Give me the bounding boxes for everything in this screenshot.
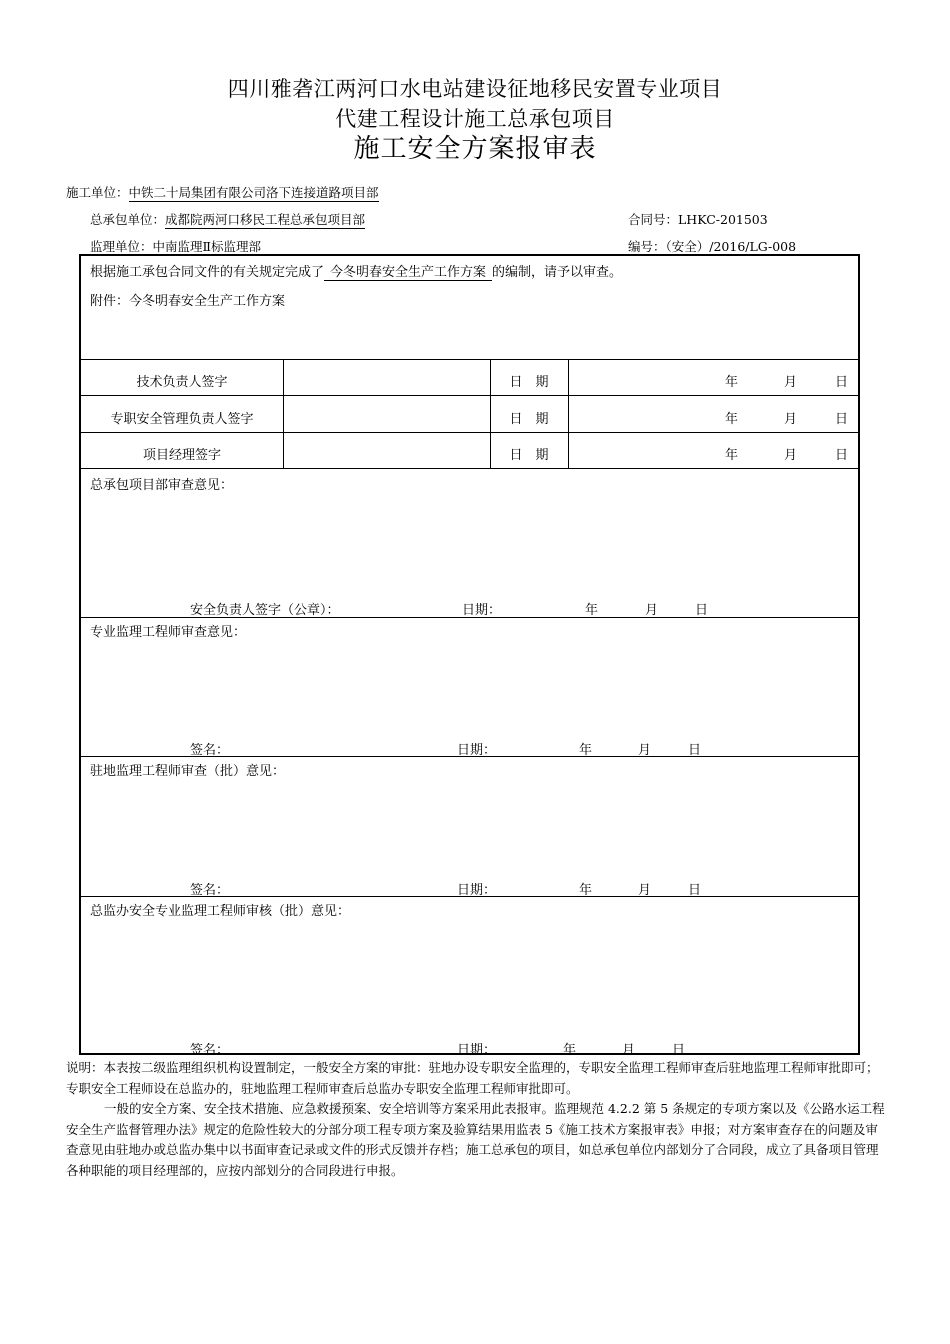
year-label: 年 [725,448,739,463]
month-label: 月 [645,603,659,618]
section-sign-label: 签名： [190,1043,230,1058]
note-paragraph-2: 一般的安全方案、安全技术措施、应急救援预案、安全培训等方案采用此表报审。监理规范 4.2.2 第 5 条规定的专项方案以及《公路水运工程安全生产监督管理办法》规定的危险性较大的分部分项工程专项方案及验算结果用监表 5《施工技术方案报审表》申报；对方案审查存在的问题及审查意见由驻地办或总监办集中以书面审查记录或文件的形式反馈并存档；施工总承包的项目，如总承包单位内部划分了合同段，成立了具备项目管理各种职能的项目经理部的，应按内部划分的合同段进行申报。 [66,1101,885,1178]
divider [81,896,858,897]
day-label: 日 [672,1043,686,1058]
section-date-label: 日期： [462,603,502,618]
title-line-2: 代建工程设计施工总承包项目 [335,107,615,131]
contractor-line [66,183,379,201]
general-contractor-value: 成都院两河口移民工程总承包项目部 [165,212,366,227]
title-line-1: 四川雅砻江两河口水电站建设征地移民安置专业项目 [227,77,723,101]
sign-row-date-label: 日 期 [509,412,549,427]
divider [81,359,858,360]
month-label: 月 [784,412,798,427]
day-label: 日 [695,603,709,618]
year-label: 年 [579,743,593,758]
divider [568,359,569,468]
contract-number: 合同号：LHKC-201503 [628,212,768,227]
sign-row-label: 技术负责人签字 [136,375,228,390]
intro-text [90,261,622,280]
contractor-value: 中铁二十局集团有限公司洛下连接道路项目部 [128,185,379,200]
divider [283,359,284,468]
day-label: 日 [688,883,702,898]
section-sign-label: 签名： [190,743,230,758]
section-title: 总监办安全专业监理工程师审核（批）意见： [90,904,351,919]
sign-row-date-label: 日 期 [509,448,549,463]
year-label: 年 [585,603,599,618]
month-label: 月 [784,448,798,463]
year-label: 年 [725,375,739,390]
day-label: 日 [688,743,702,758]
plan-name: 今冬明春安全生产工作方案 [324,265,492,281]
month-label: 月 [784,375,798,390]
general-contractor-line [90,210,365,228]
year-label: 年 [725,412,739,427]
divider [81,395,858,396]
contractor-label: 施工单位： [66,185,129,200]
divider [81,617,858,618]
divider [81,432,858,433]
divider [81,756,858,757]
day-label: 日 [835,448,849,463]
form-table [79,254,860,1058]
month-label: 月 [638,743,652,758]
form-title: 施工安全方案报审表 [353,134,597,164]
supervisor-unit: 监理单位：中南监理Ⅱ标监理部 [90,239,261,254]
divider [81,468,858,469]
intro-prefix: 根据施工承包合同文件的有关规定完成了 [90,265,325,280]
intro-suffix: 的编制，请予以审查。 [492,265,623,280]
section-title: 驻地监理工程师审查（批）意见： [90,764,286,779]
year-label: 年 [563,1043,577,1058]
sign-row-date-label: 日 期 [509,375,549,390]
section-sign-label: 安全负责人签字（公章）： [190,603,340,618]
month-label: 月 [638,883,652,898]
month-label: 月 [622,1043,636,1058]
serial-number: 编号：（安全）/2016/LG-008 [628,239,797,254]
year-label: 年 [579,883,593,898]
section-date-label: 日期： [457,1043,497,1058]
section-title: 专业监理工程师审查意见： [90,625,247,640]
section-date-label: 日期： [457,883,497,898]
section-sign-label: 签名： [190,883,230,898]
section-date-label: 日期： [457,743,497,758]
sign-row-label: 项目经理签字 [142,448,221,463]
day-label: 日 [835,375,849,390]
section-title: 总承包项目部审查意见： [90,478,234,493]
attachment-text: 附件：今冬明春安全生产工作方案 [90,294,286,309]
general-contractor-label: 总承包单位： [90,212,166,227]
sign-row-label: 专职安全管理负责人签字 [110,412,254,427]
note-paragraph-1: 说明：本表按二级监理组织机构设置制定，一般安全方案的审批：驻地办设专职安全监理的，专职安全监理工程师审查后驻地监理工程师审批即可；专职安全工程师设在总监办的，驻地监理工程师审查后总监办专职安全监理工程师审批即可。 [66,1060,879,1096]
day-label: 日 [835,412,849,427]
